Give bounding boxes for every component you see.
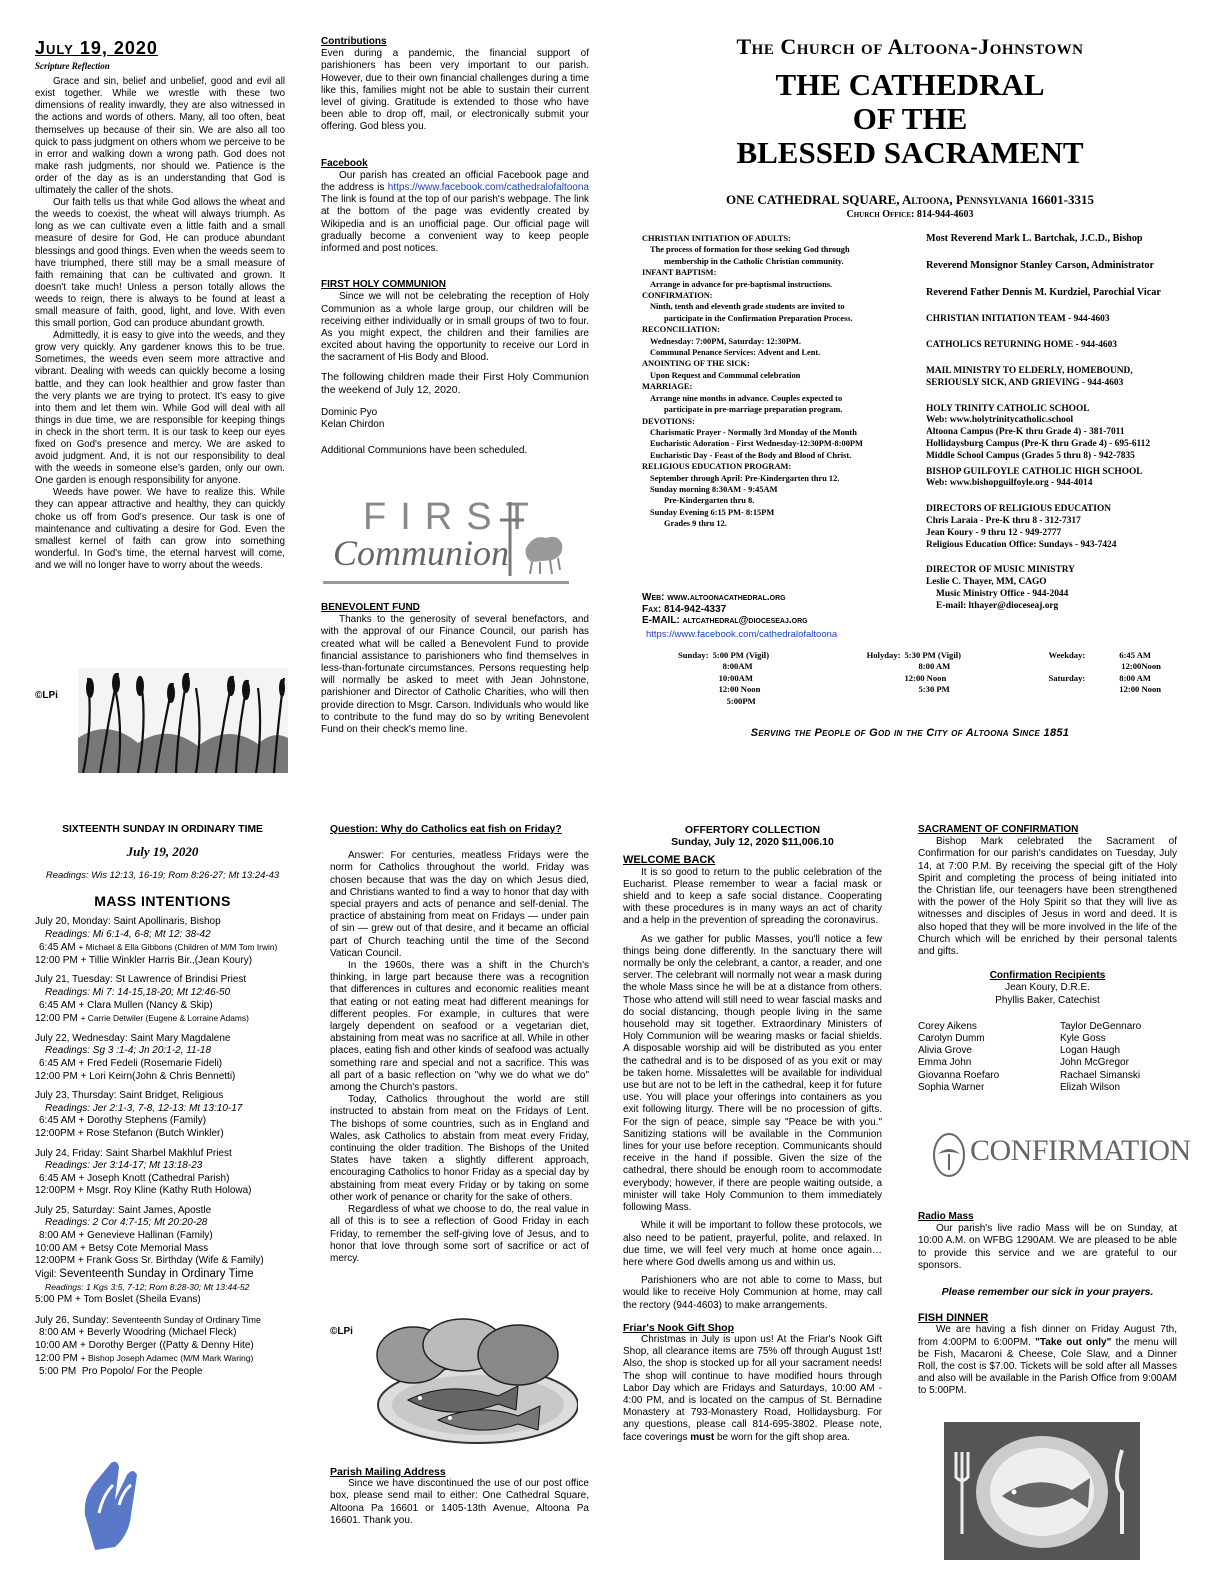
recipients-catechist: Phyllis Baker, Catechist: [995, 994, 1100, 1006]
mass-time: 6:45 AM: [1119, 650, 1152, 660]
recipient-name: Rachael Simanski: [1060, 1069, 1141, 1081]
mass-times: [676, 650, 1163, 707]
intention-row: 12:00 PM + Tillie Winkler Harris Bir.,(Jean Koury): [35, 954, 253, 966]
chalice-lamb-icon: [498, 498, 568, 584]
sacrament-heading: MARRIAGE:: [642, 382, 693, 392]
ministry-line: DIRECTOR OF MUSIC MINISTRY: [926, 565, 1075, 576]
intention-row: 8:00 AM + Beverly Woodring (Michael Fleck): [39, 1327, 237, 1339]
reflection-paragraph: Admittedly, it is easy to give into the weeds, and they grow very quickly. Any gardener knows this to be true. Sometimes, the weeds even seem more attractive and vibrant. Dealing with weeds can quickly become a losing battle, and they can look healthier and grow faster than the very plants we are trying to protect. It's easy to give into them and let them win. While God will deal with all things in due time, we are responsible for keeping things in check in the short term. It is our task to keep our eyes fixed on God's presence and mercy. We are asked to avoid judgment. And, it is not our responsibility to deal with the weeds in someone else's garden, only our own. One garden is enough responsibility for anyone.: [35, 330, 285, 487]
sunday-readings: Readings: Wis 12:13, 16-19; Rom 8:26-27; Mt 13:24-43: [45, 870, 280, 881]
intention-row: 5:00 PM Pro Popolo/ For the People: [39, 1366, 203, 1377]
radio-fish-dinner: [918, 1211, 1177, 1398]
sacrament-detail: Sunday morning 8:30AM - 9:45AM: [650, 484, 778, 494]
benevolent-fund: [321, 602, 589, 736]
intention-day: July 20, Monday: Saint Apollinaris, Bishop: [35, 916, 221, 927]
intention-readings: Readings: Mi 7: 14-15,18-20; Mt 12:46-50: [45, 986, 231, 998]
intention-row: 12:00PM + Rose Stefanon (Butch Winkler): [35, 1127, 224, 1139]
sunday-times: [711, 650, 865, 707]
contact-block: [642, 592, 932, 640]
facebook-url[interactable]: https://www.facebook.com/cathedralofaltoona: [646, 628, 838, 640]
fish-dinner-illustration: [944, 1422, 1140, 1560]
radio-mass-heading: Radio Mass: [918, 1211, 974, 1222]
cathedral-title-line: BLESSED SACRAMENT: [736, 135, 1084, 170]
communicants-intro: The following children made their First Holy Communion the weekend of July 12, 2020.: [321, 370, 589, 396]
vigil-heading: Vigil: Seventeenth Sunday in Ordinary Time: [35, 1267, 254, 1280]
church-name: The Church of Altoona-Johnstown: [736, 34, 1084, 59]
recipients-dre: Jean Koury, D.R.E.: [1005, 982, 1090, 994]
welcome-back-paragraph: Parishioners who are not able to come to Mass, but would like to receive Holy Communion at home, may call the rectory (944-4603) to make arrangements.: [623, 1275, 882, 1311]
contributions-heading: Contributions: [321, 36, 387, 47]
sacrament-detail: Ninth, tenth and eleventh grade students are invited to: [650, 302, 845, 312]
sacrament-detail: Sunday Evening 6:15 PM- 8:15PM: [650, 507, 775, 517]
weekday-saturday-labels: [1046, 650, 1087, 707]
ministry-line: Chris Laraia - Pre-K thru 8 - 312-7317: [926, 515, 1081, 526]
sacrament-detail: Communal Penance Services: Advent and Lent.: [650, 348, 821, 358]
bread-fish-illustration: [368, 1310, 578, 1445]
intention-day: July 25, Saturday: Saint James, Apostle: [35, 1204, 212, 1216]
ministry-line: MAIL MINISTRY TO ELDERLY, HOMEBOUND,: [926, 365, 1133, 376]
friars-nook-heading: Friar's Nook Gift Shop: [623, 1321, 735, 1334]
communicant-name: Dominic Pyo: [321, 406, 378, 418]
reflection-column: [35, 38, 285, 572]
sacraments-list: [642, 233, 912, 530]
mass-time: 8:00AM: [722, 661, 753, 672]
welcome-back-paragraph: As we gather for public Masses, you'll notice a few things being done differently. In the sanctuary there will normally be only the celebrant, a cantor, a reader, and one server. The celebrant will normally not wear a mask during the whole Mass since he will be at a distance from others. Those who attend will still need to wear fascial masks and do social distancing, though people living in the same household may sit together. Extraordinary Ministers of Holy Communion will be wearing masks or facial shields. A disposable worship aid will be distributed as you enter the cathedral and is to be disposed of as you exit or may be taken home. Missalettes will be available for individual use but are not to be left in the cathedral, keep it for future use. You will place your offerings into containers as you exit following liturgy. There will be no procession of gifts. For the sign of peace, simple say "Peace be with you." Sanitizing stations will be available in the Communion lines for your use before reception. Communicants should receive in the hand if possible. Given the size of the cathedral, there should be enough room to accommodate everybody; however, if there are people waiting outside, a minister will take Holy Communion to them immediately following Mass.: [623, 933, 882, 1214]
offertory-heading: OFFERTORY COLLECTION: [684, 824, 821, 836]
lpi-copyright: ©LPi: [35, 690, 58, 701]
intention-row: 10:00 AM + Dorothy Berger ((Patty & Denny Hite): [35, 1339, 254, 1351]
fish-friday-column: [330, 824, 589, 1265]
intention-readings: Readings: Sg 3 :1-4; Jn 20:1-2, 11-18: [45, 1045, 212, 1057]
school-contact: [926, 467, 1196, 491]
dove-icon: [932, 1132, 966, 1178]
radio-mass-text: Our parish's live radio Mass will be on Sunday, at 10:00 A.M. on WFBG 1290AM. We are pleased to be able to provide this service and we are grateful to our sponsors.: [918, 1223, 1177, 1271]
recipient-name: Elizah Wilson: [1060, 1081, 1121, 1093]
sacrament-detail: Grades 9 thru 12.: [664, 519, 727, 529]
intention-row: 8:00 AM + Genevieve Hallinan (Family): [39, 1230, 213, 1242]
mass-intentions-heading: MASS INTENTIONS: [94, 893, 231, 909]
mass-time: 5:30 PM (Vigil): [904, 650, 961, 660]
ministry-line: Hollidaysburg Campus (Pre-K thru Grade 4) - 695-6112: [926, 438, 1151, 449]
intention-row: 12:00PM + Msgr. Roy Kline (Kathy Ruth Holowa): [35, 1185, 252, 1197]
mass-time: 8:00 AM: [1119, 672, 1152, 683]
first-holy-communion-text: Since we will not be celebrating the reception of Holy Communion as a whole large group, our children will be receiving either individually or in small groups of two to four. As you might expect, the children and their families are excited about having the opportunity to receive our Lord in the sacrament of His Body and Blood.: [321, 291, 589, 364]
mailing-address: [330, 1466, 589, 1527]
mass-time: 12:00 Noon: [904, 672, 947, 683]
recipient-name: Emma John: [918, 1057, 972, 1069]
intention-day: July 24, Friday: Saint Sharbel Makhluf Priest: [35, 1147, 232, 1159]
intention-row: 12:00 PM + Carrie Detwiler (Eugene & Lorraine Adams): [35, 1013, 249, 1025]
intention-day: July 21, Tuesday: St Lawrence of Brindisi Priest: [35, 974, 247, 986]
mass-intentions-column: [35, 824, 290, 1379]
recipient-name: Carolyn Dumm: [918, 1033, 985, 1045]
mass-time: 5:00 PM (Vigil): [712, 650, 770, 660]
church-office-phone: Church Office: 814-944-4603: [846, 209, 974, 220]
welcome-back-column: [623, 824, 882, 1444]
additional-communions-note: Additional Communions have been scheduled.: [321, 445, 528, 457]
cathedral-title: [630, 68, 1190, 170]
holyday-times: [902, 650, 1046, 707]
sacrament-detail: September through April: Pre-Kindergarten thru 12.: [650, 473, 840, 483]
fish-friday-paragraph: Regardless of what we choose to do, the real value in all of this is to see a reflection of Good Friday in each Friday, to remember the self-giving love of Jesus, and to honor that love through some sort of sacrifice or act of mercy.: [330, 1204, 589, 1264]
ministry-line: HOLY TRINITY CATHOLIC SCHOOL: [926, 403, 1090, 414]
fish-friday-question: Question: Why do Catholics eat fish on Friday?: [330, 824, 562, 835]
recipient-name: Kyle Goss: [1060, 1033, 1106, 1045]
mass-time: 5:30 PM: [918, 684, 950, 695]
offertory-amount: Sunday, July 12, 2020 $11,006.10: [671, 836, 834, 849]
fish-dinner-heading: FISH DINNER: [918, 1312, 989, 1325]
ministry-contact: [926, 340, 1196, 352]
welcome-back-paragraph: While it will be important to follow these protocols, we also need to be patient, prayerful, polite, and relaxed. In due time, we will feel very much at home once again…here where God dwells among us and within us.: [623, 1220, 882, 1268]
confirmation-logo: [932, 1130, 1191, 1180]
fish-friday-paragraph: Answer: For centuries, meatless Fridays were the norm for Catholics throughout the world. Friday was chosen because that was the day on which Jesus died, and Christians wanted to find a way to honor that day with special prayers and acts of penance and self-denial. The practice of abstaining from meat on Fridays — under pain of sin — grew out of that desire, and it became an official part of Church teaching until the time of the Second Vatican Council.: [330, 850, 589, 959]
reflection-text: [35, 76, 285, 572]
reflection-paragraph: Grace and sin, belief and unbelief, good and evil all exist together. While we wrestle with these two dimensions of reality inwardly, they are also witnessed in the actions and words of others. Many, all too often, beat themselves up because of their sin. We are also all too quick to pass judgment on others whom we perceive to be in error and walking down a wrong path. God does not make rash judgments, nor should we. Patience is the order of the day as is an understanding that God is ultimately the caller of the shots.: [35, 76, 285, 197]
wheat-illustration: [78, 668, 288, 773]
intention-day: July 26, Sunday: Seventeenth Sunday of Ordinary Time: [35, 1314, 261, 1326]
intention-row: 6:45 AM + Fred Fedeli (Rosemarie Fideli): [39, 1057, 223, 1069]
intentions-list: [35, 916, 290, 1379]
intention-readings: Readings: Mi 6:1-4, 6-8; Mt 12: 38-42: [45, 928, 211, 940]
website[interactable]: Web: www.altoonacathedral.org: [642, 592, 786, 603]
ministry-line: CATHOLICS RETURNING HOME - 944-4603: [926, 340, 1117, 351]
ministry-line: BISHOP GUILFOYLE CATHOLIC HIGH SCHOOL: [926, 466, 1143, 477]
ministry-contact: [926, 366, 1196, 390]
ministry-line: E-mail: lthayer@dioceseaj.org: [936, 600, 1059, 611]
mass-times-label: Sunday:: [678, 650, 709, 660]
sacrament-detail: participate in pre-marriage preparation program.: [664, 405, 843, 415]
email-address[interactable]: E-MAIL: altcathedral@dioceseaj.org: [642, 615, 808, 627]
recipient-name: Taylor DeGennaro: [1060, 1020, 1142, 1032]
sacrament-detail: Pre-Kindergarten thru 8.: [664, 496, 755, 506]
ministry-line: Religious Education Office: Sundays - 943-7424: [926, 539, 1117, 550]
ministry-line: Altoona Campus (Pre-K thru Grade 4) - 381-7011: [926, 427, 1125, 438]
facebook-heading: Facebook: [321, 157, 368, 169]
intention-readings: Readings: 1 Kgs 3:5, 7-12; Rom 8:28-30; Mt 13:44-52: [45, 1282, 250, 1293]
mass-time: 8:00 AM: [918, 661, 951, 672]
intention-row: 6:45 AM + Clara Mullen (Nancy & Skip): [39, 999, 213, 1011]
sacrament-detail: Eucharistic Day - Feast of the Body and Blood of Christ.: [650, 450, 852, 460]
mass-times-label: Weekday:: [1048, 650, 1086, 660]
ministry-line: Middle School Campus (Grades 5 thru 8) - 942-7835: [926, 450, 1135, 461]
welcome-back-paragraph: It is so good to return to the public celebration of the Eucharist. Please remember to wear a facial mask or shield and to keep a safe social distance. Cooperating with these procedures is in many ways an act of charity and a help in the prevention of spreading the coronavirus.: [623, 866, 882, 927]
communicant-name: Kelan Chirdon: [321, 418, 385, 430]
friars-nook-text: Christmas in July is upon us! At the Friar's Nook Gift Shop, all clearance items are 75% off through August 1st! Also, the shop is stocked up for all your sacrament needs! The shop will continue to have modified hours through Labor Day which are Fridays and Saturdays, 10:00 AM - 4:00 PM, and is located on the campus of St. Bernadine Monastery at 793-Monastery Road, Hollidaysburg. For any questions, please call 814-695-3802. Please note, face coverings must be worn for the gift shop area.: [623, 1333, 882, 1443]
sacrament-detail: Arrange in advance for pre-baptismal instructions.: [650, 279, 833, 289]
fish-friday-paragraph: Today, Catholics throughout the world are still instructed to abstain from meat on the Fridays of Lent. The bishops of some countries, such as in England and Wales, ask Catholics to abstain from meat every Friday, continuing the older tradition. The Bishops of the United States have taken a slightly different approach, encouraging Catholics to honor Friday as a special day by abstaining from meat every Friday or by taking on some other work of penance or charity for the sake of others.: [330, 1094, 589, 1203]
clergy-vicar: Reverend Father Dennis M. Kurdziel, Parochial Vicar: [926, 286, 1161, 298]
recipient-name: Giovanna Roefaro: [918, 1069, 1000, 1081]
ministry-line: Jean Koury - 9 thru 12 - 949-2777: [926, 527, 1062, 538]
sacrament-heading: CONFIRMATION:: [642, 291, 713, 301]
intention-readings: Readings: 2 Cor 4:7-15; Mt 20:20-28: [45, 1217, 208, 1229]
sacrament-heading: INFANT BAPTISM:: [642, 268, 717, 278]
facebook-link[interactable]: https://www.facebook.com/cathedralofaltoona: [387, 182, 589, 194]
recipient-name: John McGregor: [1060, 1057, 1129, 1069]
announcements-column: [321, 36, 589, 457]
mass-times-label: Saturday:: [1048, 672, 1086, 683]
ministry-line: Web: www.bishopguilfoyle.org - 944-4014: [926, 478, 1093, 489]
intention-day: July 23, Thursday: Saint Bridget, Religious: [35, 1090, 224, 1102]
praying-hands-icon: [75, 1455, 155, 1555]
mailing-address-heading: Parish Mailing Address: [330, 1466, 446, 1478]
fish-dinner-text: We are having a fish dinner on Friday August 7th, from 4:00PM to 6:00PM. "Take out only" the menu will be Fish, Macaroni & Cheese, Cole Slaw, and a Dinner Roll, the cost is $7.00. Tickets will be sold after all Masses and also will be available in the Parish Office from 9:00AM to 5:00PM.: [918, 1324, 1177, 1397]
reflection-subtitle: Scripture Reflection: [35, 61, 110, 71]
welcome-back-heading: WELCOME BACK: [623, 854, 716, 867]
intention-row: 5:00 PM + Tom Boslet (Sheila Evans): [35, 1294, 201, 1306]
sacrament-heading: CHRISTIAN INITIATION OF ADULTS:: [642, 234, 791, 243]
fax-number: Fax: 814-942-4337: [642, 603, 727, 615]
recipient-name: Logan Haugh: [1060, 1045, 1121, 1057]
confirmation-text: Bishop Mark celebrated the Sacrament of Confirmation for our parish's candidates on Tuesday, July 14, at 7:00 P.M. By receiving the special gift of the Holy Spirit and completing the process of being initiated into the Christian life, our teenagers have been strengthened with the power of the Holy Spirit so that they will live as witnesses and disciples of Jesus in word and deed. It is also hoped that they will be more involved in the life of the Church which will be enriched by their personal talents and gifts.: [918, 836, 1177, 958]
sacrament-detail: Upon Request and Communal celebration: [650, 370, 801, 380]
sacrament-heading: ANOINTING OF THE SICK:: [642, 359, 750, 369]
clergy-staff-list: [926, 233, 1196, 613]
fish-friday-paragraph: In the 1960s, there was a shift in the Church's thinking, in large part because there was a recognition that differences in cultures and economic realities meant that eating or not eating meat had different meanings for different peoples. For example, in cultures that were largely dependent on seafood or a vegetarian diet, abstaining from meat was no sacrifice at all. While in other places, eating fish and other kinds of seafood was actually something rare and special and not a sacrifice. This was all part of a basic reflection on "why we do what we do" among the Church's pastors.: [330, 960, 589, 1094]
motto: Serving the People of God in the City of Altoona Since 1851: [750, 727, 1070, 739]
sacrament-heading: RELIGIOUS EDUCATION PROGRAM:: [642, 462, 792, 472]
liturgical-date: July 19, 2020: [126, 844, 199, 859]
recipients-list: [918, 1021, 1177, 1094]
recipient-name: Alivia Grove: [918, 1045, 972, 1057]
mass-time: 5:00PM: [726, 695, 756, 706]
intention-row: 12:00 PM + Bishop Joseph Adamec (M/M Mark Waring): [35, 1353, 254, 1365]
sacrament-detail: participate in the Confirmation Preparation Process.: [664, 313, 853, 323]
bulletin-date: July 19, 2020: [35, 38, 158, 58]
intention-row: 10:00 AM + Betsy Cote Memorial Mass: [35, 1242, 209, 1254]
recipient-name: Corey Aikens: [918, 1020, 977, 1032]
intention-readings: Readings: Jer 3:14-17; Mt 13:18-23: [45, 1160, 203, 1172]
benevolent-fund-text: Thanks to the generosity of several benefactors, and with the approval of our Finance Council, our parish has created what will be called a Benevolent Fund to provide financial assistance to parishioners who find themselves in less-than-fortunate circumstances. Persons requesting help will normally be asked to meet with Jean Johnstone, parishioner and Director of Catholic Charities, who will then provide direction to Msgr. Carson. Individuals who would like to contribute to the fund may do so by writing Benevolent Fund on their check's memo line.: [321, 614, 589, 736]
ministry-line: SERIOUSLY SICK, AND GRIEVING - 944-4603: [926, 377, 1124, 388]
music-ministry-contact: [926, 565, 1196, 612]
mass-time: 12:00 Noon: [1119, 684, 1162, 695]
intention-row: 12:00PM + Frank Goss Sr. Birthday (Wife & Family): [35, 1255, 264, 1267]
sick-prayer-note: Please remember our sick in your prayers.: [941, 1286, 1154, 1299]
ministry-line: DIRECTORS OF RELIGIOUS EDUCATION: [926, 504, 1112, 515]
reflection-paragraph: Our faith tells us that while God allows the wheat and the weeds to coexist, the wheat will always triumph. As long as we can cultivate even a little faith and a small measure of desire for God, He can produce abundant blessings and good things. Even when the weeds seem to have triumphed, there still may be a small measure of faith remaining that can be cultivated and grown. It doesn't take much! Unless a person totally allows the weeds to reign, there is always to be found at least a small measure of faith, good, light, and love. With even this small portion, God can produce abundant growth.: [35, 197, 285, 330]
intention-row: 6:45 AM + Michael & Ella Gibbons (Children of M/M Tom Irwin): [39, 942, 278, 954]
mass-time: 12:00Noon: [1121, 661, 1161, 672]
ministry-line: CHRISTIAN INITIATION TEAM - 944-4603: [926, 314, 1110, 325]
liturgical-sunday: SIXTEENTH SUNDAY IN ORDINARY TIME: [62, 824, 263, 835]
reflection-paragraph: Weeds have power. We have to realize this. While they can appear attractive and healthy, they can quickly choke us off from God's presence. Our task is one of maintenance and cultivating a desire for God. Even the smallest kernel of faith can grow into something wonderful. In God's time, the eternal harvest will come, and we will no longer have to worry about the weeds.: [35, 487, 285, 571]
masthead: [630, 34, 1190, 220]
recipient-name: Sophia Warner: [918, 1081, 985, 1093]
sacrament-detail: Charismatic Prayer - Normally 3rd Monday of the Month: [650, 427, 857, 437]
church-address: ONE CATHEDRAL SQUARE, Altoona, Pennsylvania 16601-3315: [726, 192, 1094, 207]
sacrament-detail: Wednesday: 7:00PM, Saturday: 12:30PM.: [650, 336, 801, 346]
intention-readings: Readings: Jer 2:1-3, 7-8, 12-13: Mt 13:10-17: [45, 1102, 243, 1114]
sacrament-detail: The process of formation for those seeking God through: [650, 245, 850, 255]
clergy-bishop: Most Reverend Mark L. Bartchak, J.C.D., Bishop: [926, 233, 1143, 244]
lpi-copyright: ©LPi: [330, 1326, 353, 1337]
religious-ed-contact: [926, 504, 1196, 551]
cathedral-title-line: THE CATHEDRAL: [775, 67, 1045, 102]
sacrament-heading: DEVOTIONS:: [642, 416, 695, 426]
intention-row: 6:45 AM + Joseph Knott (Cathedral Parish): [39, 1172, 230, 1184]
first-holy-communion-heading: FIRST HOLY COMMUNION: [321, 279, 447, 291]
confirmation-heading: SACRAMENT OF CONFIRMATION: [918, 824, 1079, 835]
sacrament-detail: Arrange nine months in advance. Couples expected to: [650, 393, 843, 403]
weekday-saturday-times: [1087, 650, 1163, 707]
first-communion-logo: [323, 496, 569, 584]
mass-time: 10:00AM: [718, 672, 753, 683]
clergy-administrator: Reverend Monsignor Stanley Carson, Administrator: [926, 259, 1154, 271]
ministry-line: Web: www.holytrinitycatholic.school: [926, 415, 1074, 426]
contributions-text: Even during a pandemic, the financial support of parishioners has been very important to our parish. However, due to their own financial challenges during a time like this, families might not be able to sustain their current level of giving. Gratitude is extended to those who have been able to drop off, mail, or electronically submit your offering. God bless you.: [321, 48, 589, 133]
confirmation-logo-text: CONFIRMATION: [970, 1134, 1191, 1167]
intention-day: July 22, Wednesday: Saint Mary Magdalene: [35, 1032, 231, 1044]
sacrament-detail: membership in the Catholic Christian community.: [664, 256, 844, 266]
logo-first-word: FIRST: [363, 496, 543, 538]
logo-communion-word: Communion: [333, 533, 510, 573]
facebook-text: Our parish has created an official Facebook page and the address is https://www.facebook.com/cathedralofaltoona The link is found at the top of our parish's webpage. The link at the bottom of the page was evidently created by Wikipedia and is an unofficial page. Our official page will gradually become a convenient way to keep people informed and post notices.: [321, 169, 589, 255]
mailing-address-text: Since we have discontinued the use of our post office box, please send mail to either: One Cathedral Square, Altoona Pa 16601 or 1405-13th Avenue, Altoona Pa 16601. Thank you.: [330, 1478, 589, 1526]
school-contact: [926, 404, 1196, 463]
intention-row: 12:00 PM + Lori Keirn(John & Chris Bennetti): [35, 1070, 236, 1082]
ministry-contact: [926, 314, 1196, 326]
recipients-heading: Confirmation Recipients: [989, 970, 1106, 982]
benevolent-fund-heading: BENEVOLENT FUND: [321, 602, 420, 613]
ministry-line: Leslie C. Thayer, MM, CAGO: [926, 577, 1047, 588]
sacrament-heading: RECONCILIATION:: [642, 325, 721, 335]
mass-time: 12:00 Noon: [718, 684, 761, 695]
cathedral-title-line: OF THE: [852, 101, 968, 136]
sacrament-detail: Eucharistic Adoration - First Wednesday-12:30PM-8:00PM: [650, 439, 863, 449]
ministry-line: Music Ministry Office - 944-2044: [936, 588, 1069, 599]
intention-row: 6:45 AM + Dorothy Stephens (Family): [39, 1115, 207, 1127]
mass-times-label: Holyday:: [866, 650, 901, 660]
confirmation-column: [918, 824, 1177, 1094]
